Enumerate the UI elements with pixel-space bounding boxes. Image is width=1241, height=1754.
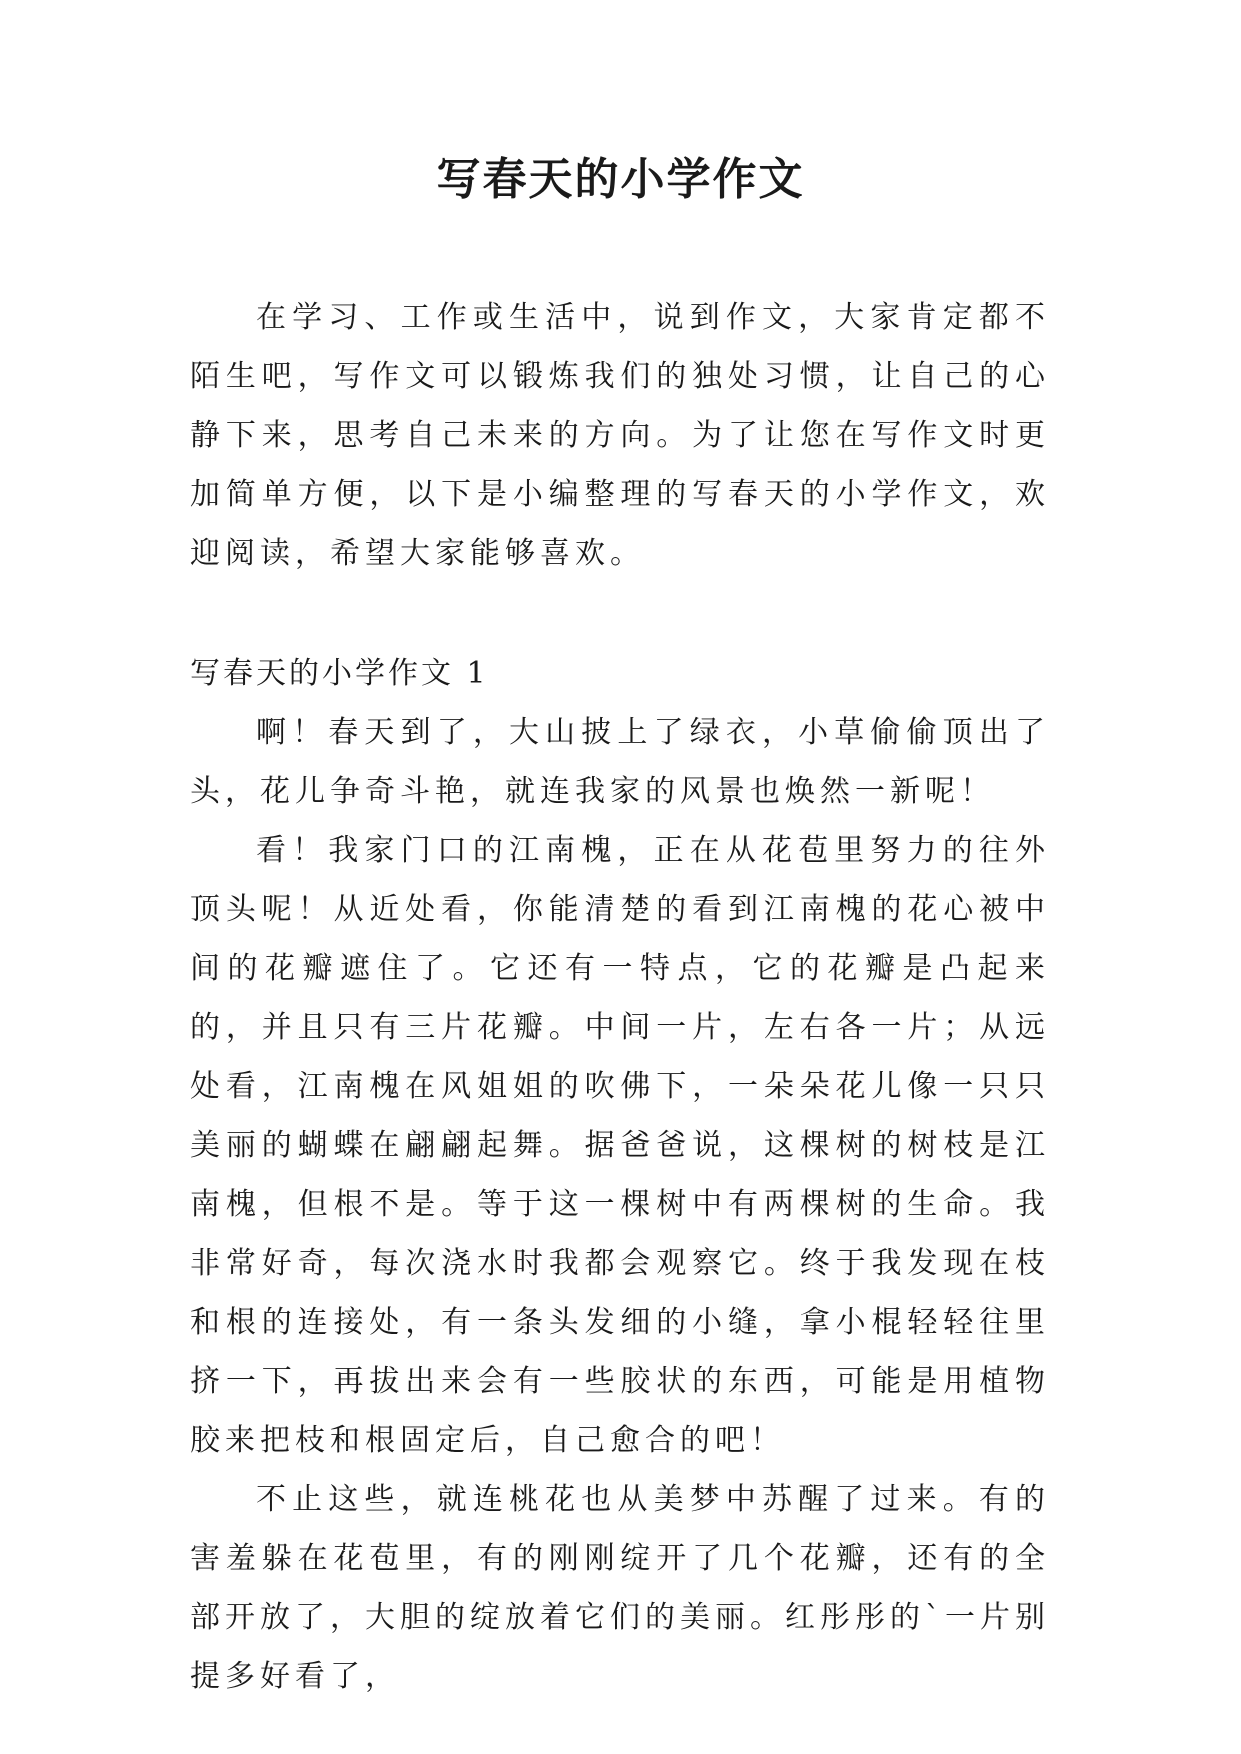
document-body [190,288,1050,1706]
body-paragraph: 啊！春天到了，大山披上了绿衣，小草偷偷顶出了头，花儿争奇斗艳，就连我家的风景也焕然一新呢！ [190,715,1050,809]
section-heading: 写春天的小学作文 1 [190,656,489,691]
intro-paragraph: 在学习、工作或生活中，说到作文，大家肯定都不陌生吧，写作文可以锻炼我们的独处习惯，让自己的心静下来，思考自己未来的方向。为了让您在写作文时更加简单方便，以下是小编整理的写春天的小学作文，欢迎阅读，希望大家能够喜欢。 [190,300,1050,571]
body-paragraph: 不止这些，就连桃花也从美梦中苏醒了过来。有的害羞躲在花苞里，有的刚刚绽开了几个花瓣，还有的全部开放了，大胆的绽放着它们的美丽。红彤彤的`一片别提多好看了， [190,1482,1050,1694]
body-paragraph: 看！我家门口的江南槐，正在从花苞里努力的往外顶头呢！从近处看，你能清楚的看到江南槐的花心被中间的花瓣遮住了。它还有一特点，它的花瓣是凸起来的，并且只有三片花瓣。中间一片，左右各一片；从远处看，江南槐在风姐姐的吹佛下，一朵朵花儿像一只只美丽的蝴蝶在翩翩起舞。据爸爸说，这棵树的树枝是江南槐，但根不是。等于这一棵树中有两棵树的生命。我非常好奇，每次浇水时我都会观察它。终于我发现在枝和根的连接处，有一条头发细的小缝，拿小棍轻轻往里挤一下，再拔出来会有一些胶状的东西，可能是用植物胶来把枝和根固定后，自己愈合的吧！ [190,833,1050,1458]
page-title: 写春天的小学作文 [436,154,805,205]
